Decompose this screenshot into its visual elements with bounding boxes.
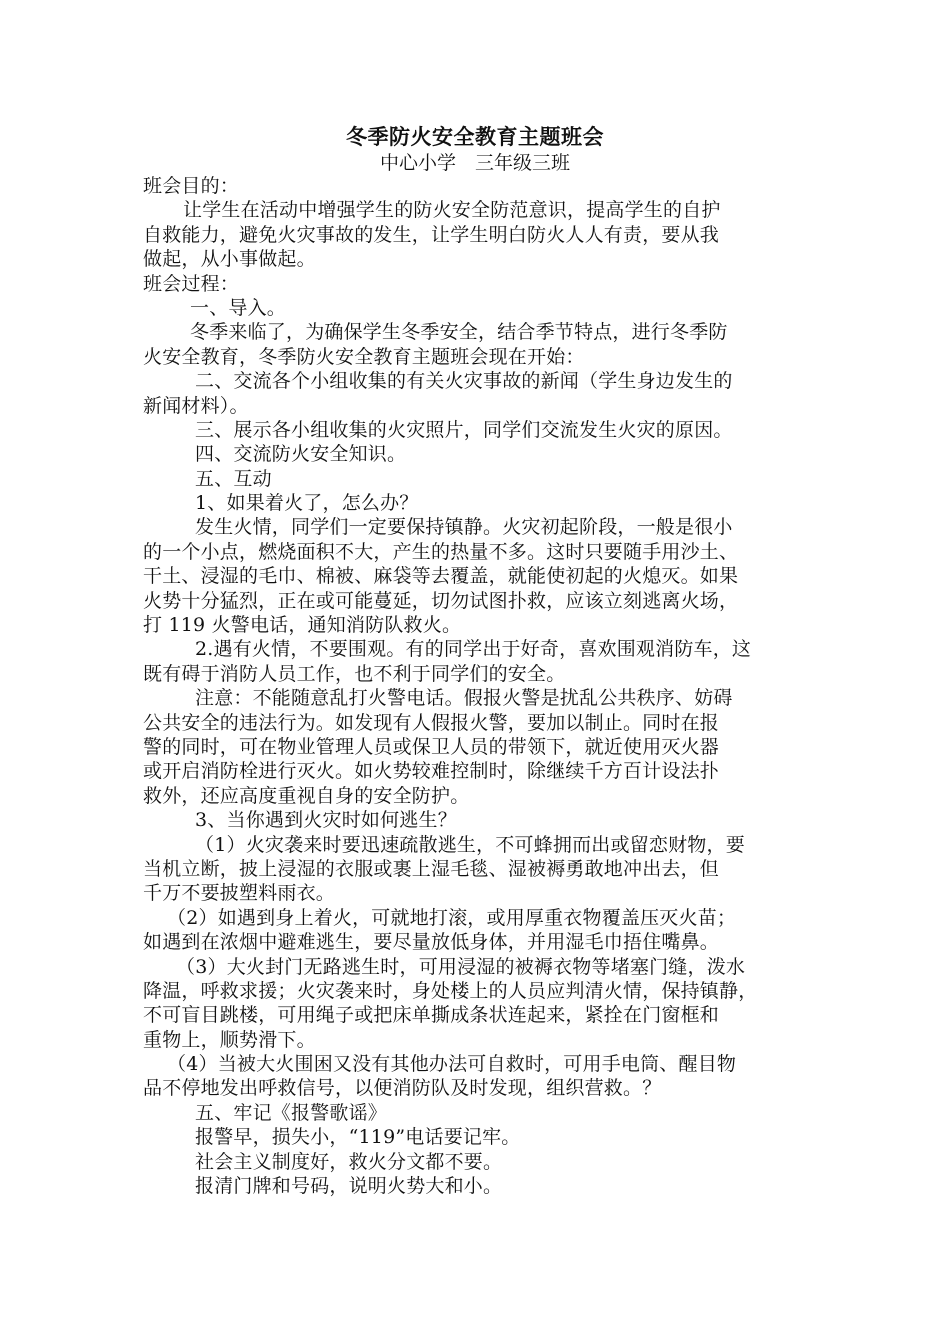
body-line: 做起，从小事做起。	[143, 248, 316, 271]
body-line: 让学生在活动中增强学生的防火安全防范意识，提高学生的自护	[183, 199, 721, 222]
body-line: 的一个小点，燃烧面积不大，产生的热量不多。这时只要随手用沙土、	[143, 540, 739, 563]
body-line: 火势十分猛烈，正在或可能蔓延，切勿试图扑救，应该立刻逃离火场，	[143, 589, 739, 612]
body-line: 重物上，顺势滑下。	[143, 1028, 316, 1051]
body-line: 3、当你遇到火灾时如何逃生？	[195, 809, 457, 832]
body-line: 既有碍于消防人员工作，也不利于同学们的安全。	[143, 662, 566, 685]
body-line: （3）大火封门无路逃生时，可用浸湿的被褥衣物等堵塞门缝，泼水	[176, 955, 746, 978]
body-line: 不可盲目跳楼，可用绳子或把床单撕成条状连起来，紧拴在门窗框和	[143, 1004, 720, 1027]
body-line: 一、导入。	[190, 296, 287, 319]
body-line: 降温，呼救求援；火灾袭来时，身处楼上的人员应判清火情，保持镇静，	[143, 979, 758, 1002]
body-line: 三、展示各小组收集的火灾照片，同学们交流发生火灾的原因。	[195, 418, 733, 441]
body-line: 五、互动	[195, 467, 272, 490]
document-subtitle: 中心小学 三年级三班	[379, 152, 570, 174]
body-line: 发生火情，同学们一定要保持镇静。火灾初起阶段，一般是很小	[195, 516, 733, 539]
body-line: 火安全教育，冬季防火安全教育主题班会现在开始：	[143, 345, 585, 368]
body-line: 新闻材料）。	[143, 394, 249, 417]
body-line: 班会过程：	[143, 272, 240, 295]
body-line: （4）当被大火围困又没有其他办法可自救时，可用手电筒、醒目物	[167, 1053, 737, 1076]
body-line: （1）火灾袭来时要迅速疏散逃生，不可蜂拥而出或留恋财物，要	[195, 833, 745, 856]
body-line: 千万不要披塑料雨衣。	[143, 882, 336, 905]
body-line: 当机立断，披上浸湿的衣服或裹上湿毛毯、湿被褥勇敢地冲出去，但	[143, 857, 720, 880]
body-line: 注意：不能随意乱打火警电话。假报火警是扰乱公共秩序、妨碍	[195, 687, 733, 710]
body-line: 五、牢记《报警歌谣》	[195, 1101, 388, 1124]
body-line: （2）如遇到身上着火，可就地打滚，或用厚重衣物覆盖压灭火苗；	[167, 906, 737, 929]
body-line: 打 119 火警电话，通知消防队救火。	[143, 614, 462, 637]
body-line: 如遇到在浓烟中避难逃生，要尽量放低身体，并用湿毛巾捂住嘴鼻。	[143, 931, 720, 954]
body-line: 二、交流各个小组收集的有关火灾事故的新闻（学生身边发生的	[195, 370, 733, 393]
body-line: 自救能力，避免火灾事故的发生，让学生明白防火人人有责，要从我	[143, 223, 720, 246]
body-line: 或开启消防栓进行灭火。如火势较难控制时，除继续千方百计设法扑	[143, 760, 720, 783]
body-line: 公共安全的违法行为。如发现有人假报火警，要加以制止。同时在报	[143, 711, 720, 734]
document-title: 冬季防火安全教育主题班会	[346, 124, 604, 149]
body-line: 品不停地发出呼救信号，以便消防队及时发现，组织营救。？	[143, 1077, 662, 1100]
body-line: 救外，还应高度重视自身的安全防护。	[143, 784, 470, 807]
body-line: 干土、浸湿的毛巾、棉被、麻袋等去覆盖，就能使初起的火熄灭。如果	[143, 565, 739, 588]
body-line: 冬季来临了，为确保学生冬季安全，结合季节特点，进行冬季防	[190, 321, 728, 344]
body-line: 社会主义制度好，救火分文都不要。	[195, 1150, 503, 1173]
body-line: 1、如果着火了，怎么办？	[195, 492, 419, 515]
body-line: 班会目的：	[143, 175, 240, 197]
body-line: 2.遇有火情，不要围观。有的同学出于好奇，喜欢围观消防车，这	[195, 638, 752, 661]
body-line: 警的同时，可在物业管理人员或保卫人员的带领下，就近使用灭火器	[143, 735, 720, 758]
document-body	[143, 174, 815, 1198]
body-line: 报清门牌和号码，说明火势大和小。	[195, 1175, 503, 1198]
body-line: 四、交流防火安全知识。	[195, 443, 407, 466]
body-line: 报警早，损失小，“119”电话要记牢。	[195, 1126, 521, 1149]
